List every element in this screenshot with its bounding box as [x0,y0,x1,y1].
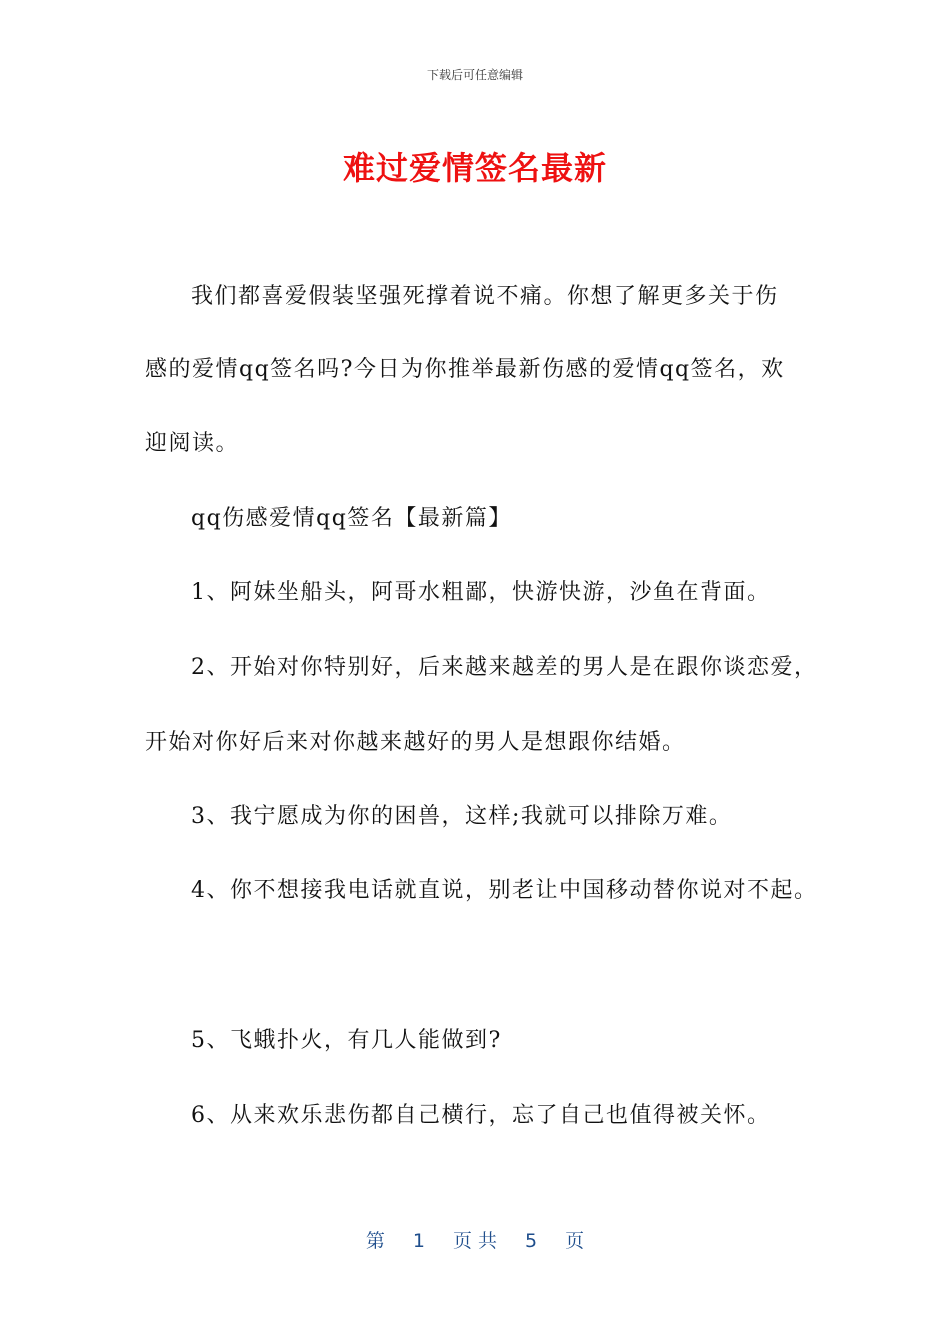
list-item-2-line-2: 开始对你好后来对你越来越好的男人是想跟你结婚。 [145,730,686,755]
list-item-6: 6、从来欢乐悲伤都自己横行，忘了自己也值得被关怀。 [191,1103,771,1128]
list-item-1: 1、阿妹坐船头，阿哥水粗鄙，快游快游，沙鱼在背面。 [191,580,771,605]
list-item-5: 5、飞蛾扑火，有几人能做到? [191,1028,502,1053]
footer-current-page: 1 [412,1230,425,1252]
section-heading: qq伤感爱情qq签名【最新篇】 [191,506,512,531]
body-line-intro-3: 迎阅读。 [145,431,240,456]
document-title: 难过爱情签名最新 [342,149,607,187]
body-line-intro-2: 感的爱情qq签名吗?今日为你推举最新伤感的爱情qq签名，欢 [145,357,785,382]
page-header-note: 下载后可任意编辑 [426,68,523,82]
footer-total-pages: 5 [525,1230,538,1252]
page-footer [0,1226,950,1253]
footer-end-label: 页 [565,1230,585,1252]
list-item-3: 3、我宁愿成为你的困兽，这样;我就可以排除万难。 [191,804,733,829]
list-item-4: 4、你不想接我电话就直说，别老让中国移动替你说对不起。 [191,878,818,903]
footer-page-label: 第 [365,1230,385,1252]
footer-of-label: 页 共 [452,1230,498,1252]
body-line-intro-1: 我们都喜爱假装坚强死撑着说不痛。你想了解更多关于伤 [191,284,779,309]
list-item-2-line-1: 2、开始对你特别好，后来越来越差的男人是在跟你谈恋爱， [191,655,818,680]
